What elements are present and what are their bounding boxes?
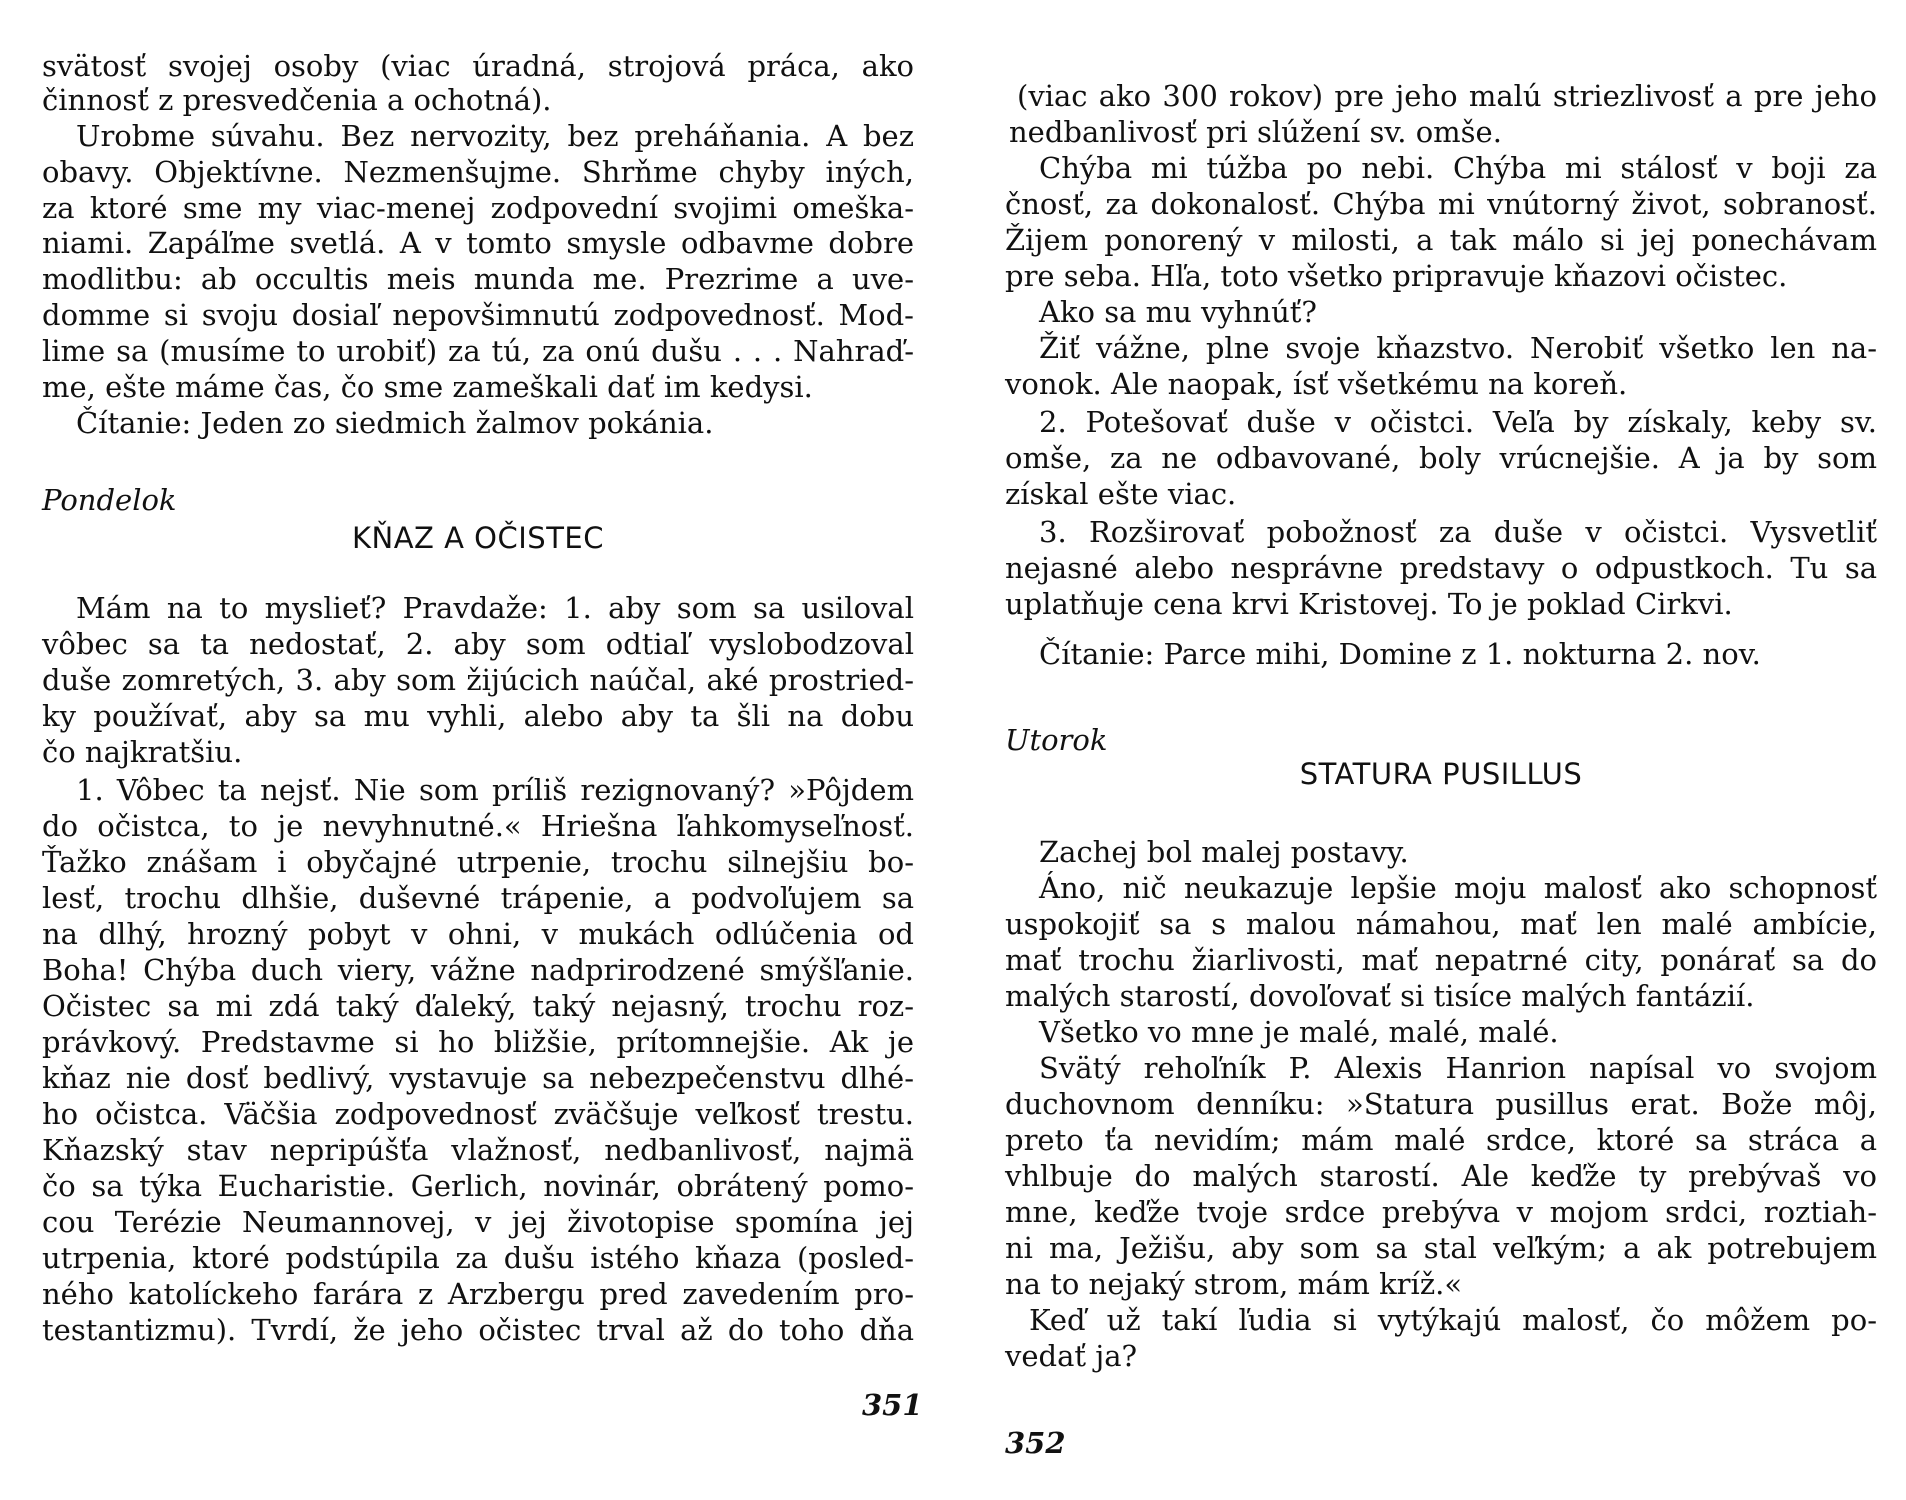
text-line: obavy. Objektívne. Nezmenšujme. Shrňme chyby iných,	[42, 155, 914, 189]
section-title: STATURA PUSILLUS	[1299, 757, 1583, 791]
text-line: uplatňuje cena krvi Kristovej. To je poklad Cirkvi.	[1005, 587, 1733, 621]
text-line: ho očistca. Väčšia zodpovednosť zväčšuje veľkosť trestu.	[42, 1097, 914, 1131]
text-line: Áno, nič neukazuje lepšie moju malosť ako schopnosť	[1039, 871, 1877, 905]
text-line: Žijem ponorený v milosti, a tak málo si jej ponechávam	[1005, 223, 1877, 257]
text-line: cou Terézie Neumannovej, v jej životopise spomína jej	[42, 1205, 914, 1239]
text-line: získal ešte viac.	[1005, 477, 1237, 511]
text-line: čo najkratšiu.	[42, 735, 243, 769]
text-line: Ťažko znášam i obyčajné utrpenie, trochu silnejšiu bo-	[42, 845, 914, 879]
text-line: Mám na to myslieť? Pravdaže: 1. aby som sa usiloval	[76, 591, 914, 625]
text-line: duše zomretých, 3. aby som žijúcich naúčal, aké prostried-	[42, 663, 914, 697]
text-line: Kňazský stav nepripúšťa vlažnosť, nedbanlivosť, najmä	[42, 1133, 914, 1167]
text-line: domme si svoju dosiaľ nepovšimnutú zodpovednosť. Mod-	[42, 298, 914, 332]
text-line: čo sa týka Eucharistie. Gerlich, novinár, obrátený pomo-	[42, 1169, 914, 1203]
text-line: Ako sa mu vyhnúť?	[1039, 295, 1317, 329]
day-heading: Pondelok	[42, 483, 177, 517]
text-line: mne, keďže tvoje srdce prebýva v mojom srdci, roztiah-	[1005, 1195, 1877, 1229]
text-line: vhlbuje do malých starostí. Ale keďže ty prebývaš vo	[1005, 1159, 1877, 1193]
text-line: činnosť z presvedčenia a ochotná).	[42, 83, 552, 117]
text-line: Urobme súvahu. Bez nervozity, bez preháňania. A bez	[76, 119, 914, 153]
text-line: Keď už takí ľudia si vytýkajú malosť, čo môžem po-	[1029, 1303, 1877, 1337]
day-heading: Utorok	[1005, 723, 1108, 757]
text-line: právkový. Predstavme si ho bližšie, prítomnejšie. Ak je	[42, 1025, 914, 1059]
text-line: Všetko vo mne je malé, malé, malé.	[1039, 1015, 1559, 1049]
text-line: vôbec sa ta nedostať, 2. aby som odtiaľ vyslobodzoval	[42, 627, 914, 661]
text-line: duchovnom denníku: »Statura pusillus erat. Bože môj,	[1005, 1087, 1877, 1121]
text-line: Očistec sa mi zdá taký ďaleký, taký nejasný, trochu roz-	[42, 989, 914, 1023]
text-line: Boha! Chýba duch viery, vážne nadprirodzené smýšľanie.	[42, 953, 914, 987]
text-line: 1. Vôbec ta nejsť. Nie som príliš rezignovaný? »Pôjdem	[76, 773, 914, 807]
text-line: Zachej bol malej postavy.	[1039, 835, 1409, 869]
text-line: uspokojiť sa s malou námahou, mať len malé ambície,	[1005, 907, 1877, 941]
text-line: kňaz nie dosť bedlivý, vystavuje sa nebezpečenstvu dlhé-	[42, 1061, 914, 1095]
text-line: Chýba mi túžba po nebi. Chýba mi stálosť v boji za	[1039, 151, 1877, 185]
text-line: 3. Rozširovať pobožnosť za duše v očistci. Vysvetliť	[1039, 515, 1877, 549]
text-line: preto ťa nevidím; mám malé srdce, ktoré sa stráca a	[1005, 1123, 1877, 1157]
text-line: modlitbu: ab occultis meis munda me. Prezrime a uve-	[42, 262, 914, 296]
text-line: lime sa (musíme to urobiť) za tú, za onú dušu . . . Nahraď-	[42, 334, 914, 368]
text-line: Čítanie: Parce mihi, Domine z 1. nokturna 2. nov.	[1039, 637, 1761, 671]
text-line: čnosť, za dokonalosť. Chýba mi vnútorný život, sobranosť.	[1005, 187, 1877, 221]
text-line: na to nejaký strom, mám kríž.«	[1005, 1267, 1463, 1301]
section-title: KŇAZ A OČISTEC	[351, 521, 604, 555]
text-line: omše, za ne odbavované, boly vrúcnejšie. A ja by som	[1005, 441, 1877, 475]
text-line: 2. Potešovať duše v očistci. Veľa by získaly, keby sv.	[1039, 405, 1877, 439]
text-line: mať trochu žiarlivosti, mať nepatrné city, ponárať sa do	[1005, 943, 1877, 977]
text-line: testantizmu). Tvrdí, že jeho očistec trval až do toho dňa	[42, 1313, 914, 1347]
text-line: vedať ja?	[1005, 1339, 1138, 1373]
text-line: Žiť vážne, plne svoje kňazstvo. Nerobiť všetko len na-	[1039, 331, 1877, 365]
text-line: svätosť svojej osoby (viac úradná, strojová práca, ako	[42, 49, 914, 83]
page-number: 352	[1005, 1426, 1066, 1460]
text-line: pre seba. Hľa, toto všetko pripravuje kňazovi očistec.	[1005, 259, 1788, 293]
text-line: malých starostí, dovoľovať si tisíce malých fantázií.	[1005, 979, 1755, 1013]
text-line: do očistca, to je nevyhnutné.« Hriešna ľahkomyseľnosť.	[42, 809, 914, 843]
text-line: ky používať, aby sa mu vyhli, alebo aby ta šli na dobu	[42, 699, 914, 733]
text-line: ni ma, Ježišu, aby som sa stal veľkým; a ak potrebujem	[1005, 1231, 1877, 1265]
text-line: Čítanie: Jeden zo siedmich žalmov pokánia.	[76, 406, 714, 440]
page-number: 351	[862, 1388, 923, 1422]
text-line: me, ešte máme čas, čo sme zameškali dať im kedysi.	[42, 370, 813, 404]
text-line: vonok. Ale naopak, ísť všetkému na koreň.	[1005, 367, 1628, 401]
text-line: na dlhý, hrozný pobyt v ohni, v mukách odlúčenia od	[42, 917, 914, 951]
text-line: nejasné alebo nesprávne predstavy o odpustkoch. Tu sa	[1005, 551, 1877, 585]
text-line: za ktoré sme my viac-menej zodpovední svojimi omeška-	[42, 191, 914, 225]
text-line: nedbanlivosť pri slúžení sv. omše.	[1009, 115, 1502, 149]
text-line: utrpenia, ktoré podstúpila za dušu istého kňaza (posled-	[42, 1241, 914, 1275]
text-line: lesť, trochu dlhšie, duševné trápenie, a podvoľujem sa	[42, 881, 914, 915]
text-line: niami. Zapáľme svetlá. A v tomto smysle odbavme dobre	[42, 226, 914, 260]
text-line: Svätý rehoľník P. Alexis Hanrion napísal vo svojom	[1039, 1051, 1877, 1085]
text-line: ného katolíckeho farára z Arzbergu pred zavedením pro-	[42, 1277, 914, 1311]
text-line: (viac ako 300 rokov) pre jeho malú striezlivosť a pre jeho	[1017, 79, 1877, 113]
